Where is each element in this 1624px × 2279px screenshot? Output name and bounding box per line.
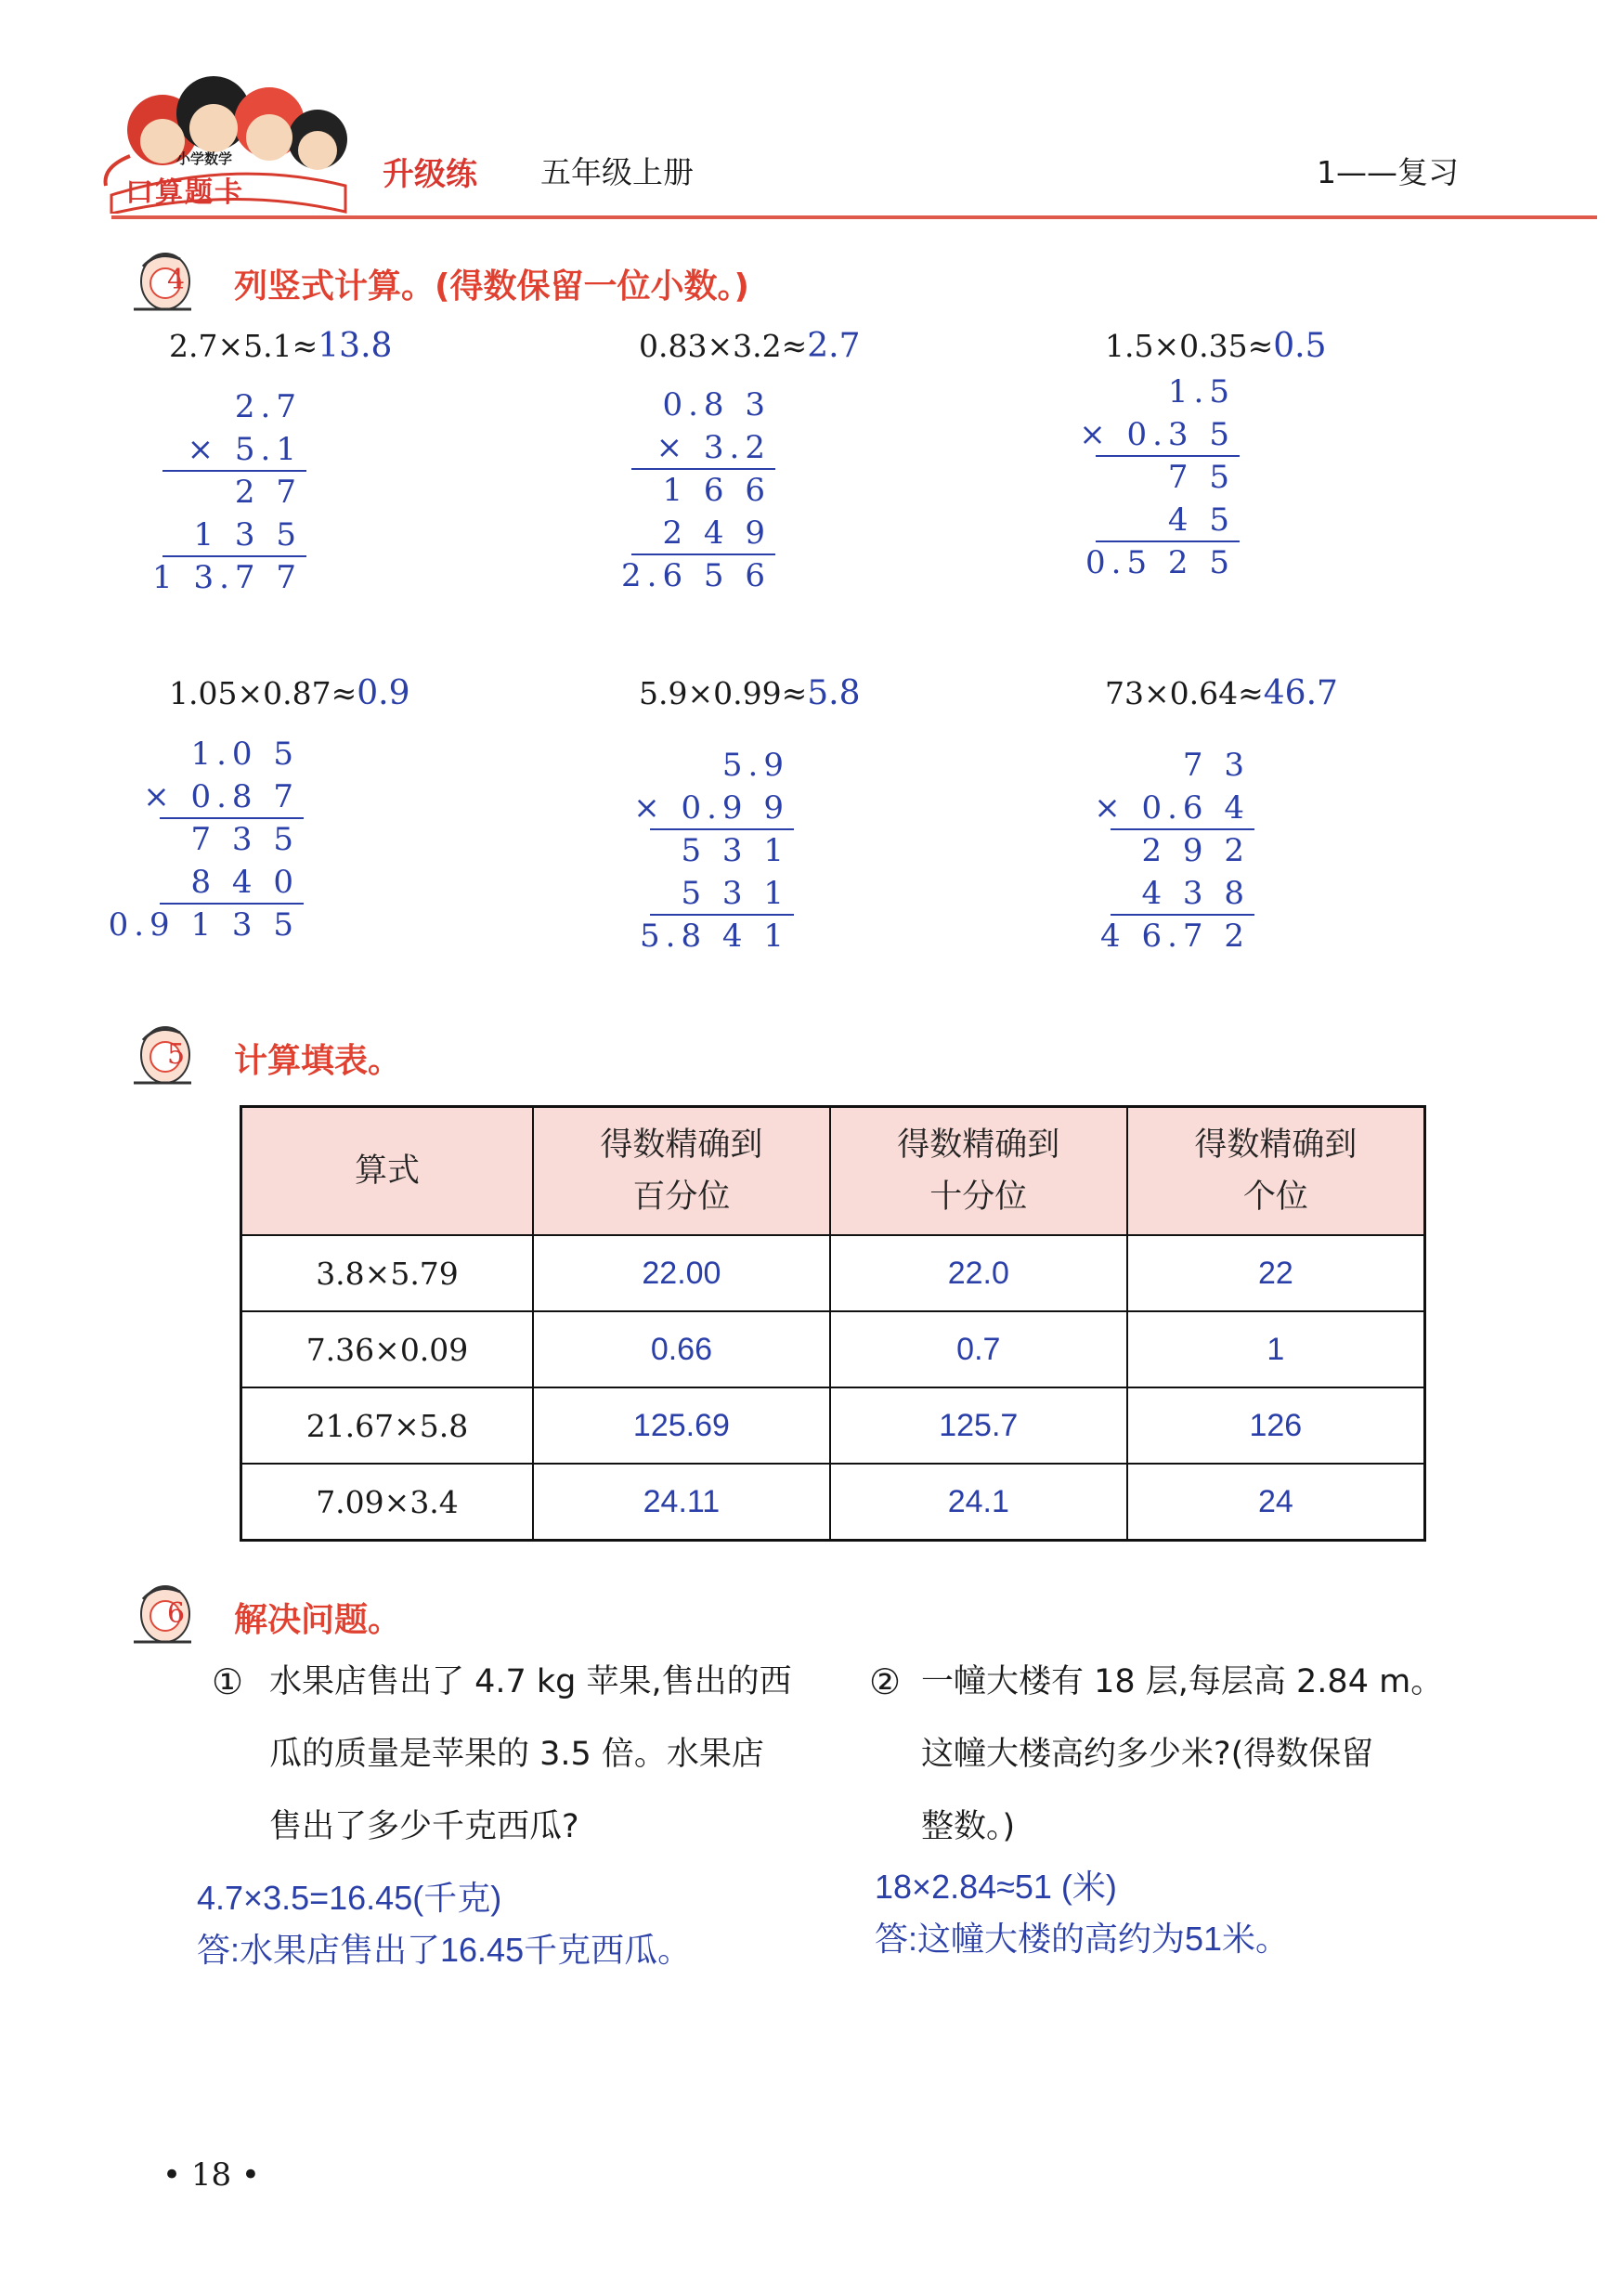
expression-answer: 2.7 [807, 327, 861, 365]
expression-text: 1.5×0.35≈ [1105, 328, 1274, 364]
expression-text: 2.7×5.1≈ [169, 328, 318, 364]
calc-row: 2 7 [234, 474, 302, 511]
calc-row: × 5.1 [187, 431, 302, 468]
table-row [241, 1387, 1425, 1464]
calc-row: 1 3 5 [193, 516, 302, 553]
section-4-icon [130, 246, 195, 319]
calc-underline [650, 828, 794, 830]
calc-underline [650, 914, 794, 916]
expression-3 [1105, 327, 1327, 365]
calc-row: 7 3 [1182, 747, 1250, 784]
table-row [241, 1464, 1425, 1541]
problem-1-number: ① [212, 1661, 244, 1702]
hundredths-cell: 24.11 [533, 1464, 830, 1541]
hundredths-cell: 22.00 [533, 1235, 830, 1311]
vertical-calc-1 [144, 388, 302, 602]
calc-underline [162, 470, 306, 472]
calc-row: 2.7 [234, 388, 302, 425]
calc-row: 2.6 5 6 [621, 557, 771, 594]
calc-row: 1.5 [1167, 373, 1235, 410]
fill-table [240, 1105, 1426, 1542]
expression-answer: 13.8 [318, 327, 393, 365]
problem-2-number: ② [869, 1661, 902, 1702]
calc-row: 4 5 [1167, 501, 1235, 539]
calc-underline [160, 817, 304, 819]
unit-label: 1——复习 [1317, 154, 1459, 190]
calc-row: 0.5 2 5 [1085, 544, 1235, 581]
grade-label: 五年级上册 [540, 154, 694, 190]
calc-row: 0.8 3 [662, 386, 771, 423]
calc-row: 1 6 6 [662, 472, 771, 509]
expression-cell: 21.67×5.8 [241, 1387, 534, 1464]
expression-5 [639, 674, 861, 712]
vertical-calc-4 [108, 736, 299, 949]
calc-row: 1 3.7 7 [152, 559, 302, 596]
problem-1-line: 水果店售出了 4.7 kg 苹果,售出的西 [269, 1663, 792, 1700]
calc-row: × 0.9 9 [633, 789, 789, 827]
section-5-icon [130, 1020, 195, 1092]
tenths-cell: 125.7 [830, 1387, 1127, 1464]
expression-answer: 46.7 [1263, 674, 1338, 712]
hundredths-cell: 125.69 [533, 1387, 830, 1464]
calc-row: 2 4 9 [662, 514, 771, 552]
problem-1-line: 瓜的质量是苹果的 3.5 倍。水果店 [269, 1736, 764, 1773]
calc-row: 7 5 [1167, 459, 1235, 496]
calc-underline [160, 903, 304, 905]
table-row [241, 1311, 1425, 1387]
expression-text: 73×0.64≈ [1105, 675, 1264, 711]
table-header-row [241, 1107, 1425, 1236]
logo-small-text: 小学数学 [176, 150, 233, 167]
calc-row: 5 3 1 [681, 832, 789, 869]
calc-row: × 0.6 4 [1094, 789, 1250, 827]
page-number: • 18 • [162, 2156, 260, 2194]
section-4-title: 列竖式计算。(得数保留一位小数。) [234, 267, 749, 306]
ones-cell: 1 [1127, 1311, 1425, 1387]
calc-underline [631, 553, 775, 555]
expression-2 [639, 327, 861, 365]
header-hundredths: 得数精确到 百分位 [533, 1107, 830, 1236]
calc-row: × 0.3 5 [1079, 416, 1235, 453]
problem-2-line: 整数。) [921, 1808, 1016, 1845]
expression-text: 0.83×3.2≈ [639, 328, 808, 364]
expression-answer: 0.9 [357, 674, 410, 712]
expression-answer: 5.8 [807, 674, 861, 712]
expression-cell: 7.36×0.09 [241, 1311, 534, 1387]
calc-row: 4 6.7 2 [1100, 918, 1250, 955]
calc-underline [1096, 455, 1240, 457]
logo-title: 口算题卡 [125, 176, 244, 209]
ones-cell: 22 [1127, 1235, 1425, 1311]
header-expression: 算式 [241, 1107, 534, 1236]
calc-row: 1.0 5 [190, 736, 299, 773]
section-6-icon [130, 1579, 195, 1651]
section-5-number: 5 [167, 1038, 186, 1071]
calc-row: 5.8 4 1 [640, 918, 789, 955]
calc-underline [1111, 914, 1254, 916]
expression-text: 5.9×0.99≈ [639, 675, 808, 711]
problem-2-solution: 18×2.84≈51 (米) [875, 1868, 1117, 1906]
section-4-number: 4 [167, 264, 186, 296]
calc-row: 5 3 1 [681, 875, 789, 912]
problem-1-line: 售出了多少千克西瓜? [269, 1808, 579, 1845]
problem-2-line: 这幢大楼高约多少米?(得数保留 [921, 1736, 1374, 1773]
calc-row: 5.9 [721, 747, 789, 784]
expression-cell: 7.09×3.4 [241, 1464, 534, 1541]
expression-answer: 0.5 [1273, 327, 1327, 365]
section-6-number: 6 [167, 1597, 186, 1630]
ones-cell: 126 [1127, 1387, 1425, 1464]
expression-cell: 3.8×5.79 [241, 1235, 534, 1311]
ones-cell: 24 [1127, 1464, 1425, 1541]
calc-row: × 0.8 7 [143, 778, 299, 815]
expression-4 [169, 674, 410, 712]
problem-2-line: 一幢大楼有 18 层,每层高 2.84 m。 [921, 1663, 1444, 1700]
vertical-calc-3 [1077, 373, 1235, 587]
header-tenths: 得数精确到 十分位 [830, 1107, 1127, 1236]
calc-row: 8 4 0 [190, 864, 299, 901]
vertical-calc-6 [1092, 747, 1250, 960]
expression-1 [169, 327, 392, 365]
tenths-cell: 22.0 [830, 1235, 1127, 1311]
calc-row: 4 3 8 [1141, 875, 1250, 912]
hundredths-cell: 0.66 [533, 1311, 830, 1387]
table-row [241, 1235, 1425, 1311]
calc-underline [631, 468, 775, 470]
tenths-cell: 24.1 [830, 1464, 1127, 1541]
tenths-cell: 0.7 [830, 1311, 1127, 1387]
expression-6 [1105, 674, 1338, 712]
problem-1-solution: 4.7×3.5=16.45(千克) [197, 1879, 502, 1917]
calc-underline [162, 555, 306, 557]
calc-underline [1111, 828, 1254, 830]
problem-2-answer: 答:这幢大楼的高约为51米。 [875, 1920, 1290, 1958]
problem-1-answer: 答:水果店售出了16.45千克西瓜。 [197, 1931, 692, 1969]
section-5-title: 计算填表。 [234, 1042, 402, 1080]
calc-row: 2 9 2 [1141, 832, 1250, 869]
calc-row: × 3.2 [656, 429, 771, 466]
calc-row: 7 3 5 [190, 821, 299, 858]
calc-row: 0.9 1 3 5 [108, 906, 299, 944]
series-label: 升级练 [383, 156, 477, 193]
header-ones: 得数精确到 个位 [1127, 1107, 1425, 1236]
vertical-calc-2 [613, 386, 771, 600]
expression-text: 1.05×0.87≈ [169, 675, 357, 711]
section-6-title: 解决问题。 [234, 1601, 402, 1639]
header-divider [111, 215, 1597, 219]
calc-underline [1096, 540, 1240, 542]
vertical-calc-5 [631, 747, 789, 960]
